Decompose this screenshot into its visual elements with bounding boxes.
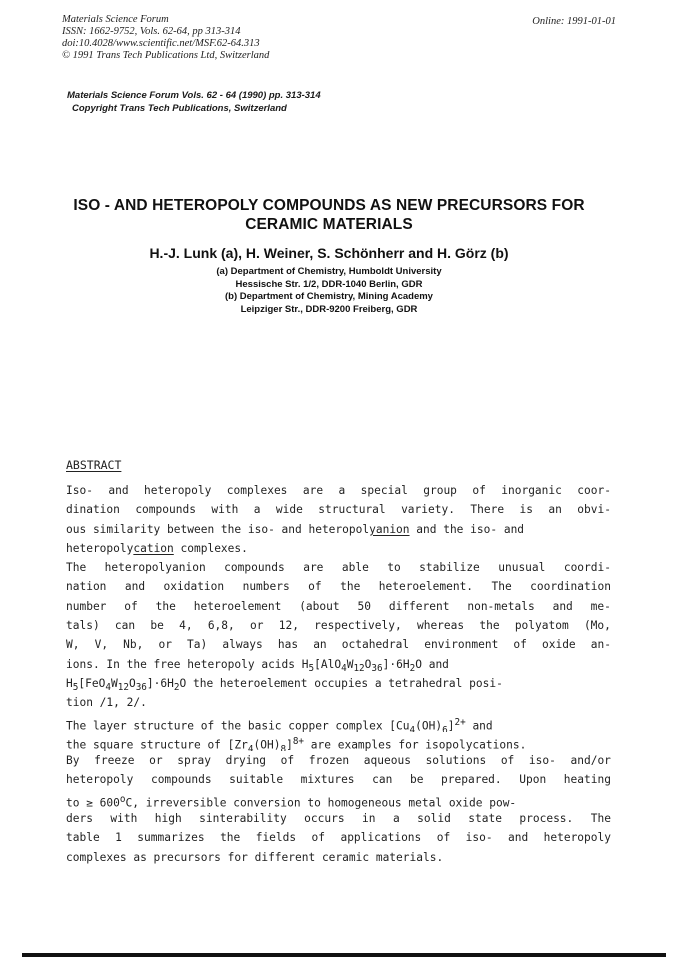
word: can (114, 619, 136, 633)
word: non-metals (467, 599, 535, 613)
subscript: 36 (371, 662, 383, 674)
word: with (110, 812, 138, 826)
abstract-line (66, 828, 611, 847)
text-run: ions. In the free heteropoly acids H (66, 657, 309, 671)
word: prepared. (441, 773, 502, 787)
word: the (155, 599, 176, 613)
text-run: W (110, 676, 118, 690)
word: ders (66, 812, 93, 826)
word: obvi- (577, 503, 611, 517)
word: are (302, 484, 324, 497)
abstract-line (66, 616, 611, 635)
word: table (66, 831, 100, 845)
word: unusual (498, 561, 546, 575)
text-run: and the iso- and (409, 522, 525, 536)
word: suitable (229, 773, 284, 787)
abstract-heading: ABSTRACT (66, 458, 122, 472)
word: 12, (278, 619, 299, 633)
text-run: H (66, 676, 73, 690)
word: and/or (570, 754, 611, 768)
word: be (150, 619, 164, 633)
word: coor- (577, 484, 611, 497)
word: compounds (224, 561, 285, 575)
word: always (222, 638, 263, 652)
online-citation-header (62, 14, 269, 62)
word: of (500, 754, 515, 768)
abstract-line (66, 790, 611, 809)
word: high (154, 812, 182, 826)
subscript: 4 (341, 662, 347, 674)
word: different (388, 599, 450, 613)
text-run: to ≥ 600 (66, 796, 120, 810)
word: (Mo, (583, 619, 611, 633)
word: environment (424, 638, 499, 652)
word: process. (519, 812, 574, 826)
text-run: The layer structure of the basic copper complex [Cu (66, 719, 410, 732)
text-run: the square structure of [Zr (66, 738, 248, 752)
superscript: 8+ (292, 735, 305, 747)
word: heating (563, 773, 611, 787)
word: in (362, 812, 376, 826)
print-citation-copyright: Copyright Trans Tech Publications, Switzerland (72, 103, 287, 114)
subscript: 5 (308, 662, 315, 674)
text-run: [AlO (314, 657, 342, 671)
word: with (211, 503, 239, 517)
word: and (124, 580, 146, 594)
word: octahedral (341, 638, 410, 652)
word: numbers (242, 580, 290, 594)
word: nation (66, 580, 107, 594)
text-run: [FeO (78, 676, 106, 690)
word: compounds (150, 773, 212, 787)
word: iso- (528, 754, 556, 768)
abstract-line (66, 558, 611, 577)
word: a (338, 484, 346, 497)
text-run: (OH) (253, 738, 281, 752)
text-run: C, irreversible conversion to homogeneous metal oxide pow- (125, 796, 517, 810)
underlined-anion: yanion (369, 522, 410, 536)
word: group (423, 484, 457, 497)
word: oxidation (163, 580, 225, 594)
text-run: heteropoly (66, 541, 134, 555)
word: is (519, 503, 533, 517)
word: heteropoly (543, 831, 611, 845)
word: 6,8, (207, 619, 235, 633)
text-run: O and (415, 657, 449, 671)
text-run: are examples for isopolycations. (304, 738, 527, 752)
word: of (513, 638, 527, 652)
word: a (392, 812, 400, 826)
word: drying (225, 754, 266, 768)
superscript: 2+ (454, 716, 466, 728)
word: Upon (519, 773, 547, 787)
subscript: 2 (409, 662, 416, 674)
word: Ta) (187, 638, 208, 652)
abstract-line (66, 655, 611, 674)
underlined-cation: cation (133, 541, 174, 555)
word: stabilize (419, 561, 480, 575)
word: freeze (94, 754, 135, 768)
abstract-line (66, 481, 611, 500)
word: W, (66, 638, 80, 652)
word: oxide (541, 638, 576, 652)
text-run: ]·6H (146, 676, 174, 690)
abstract-line (66, 809, 611, 828)
text-run: complexes. (173, 541, 248, 555)
word: The (66, 561, 87, 575)
word: complexes (226, 484, 288, 497)
subscript: 4 (247, 743, 254, 752)
affiliation-a: (a) Department of Chemistry, Humboldt University (216, 266, 442, 277)
word: fields (255, 831, 297, 845)
copyright-line: © 1991 Trans Tech Publications Ltd, Switzerland (62, 50, 270, 61)
word: number (66, 599, 107, 613)
word: state (468, 812, 502, 826)
print-citation-volume: Materials Science Forum Vols. 62 - 64 (1990) pp. 313-314 (67, 90, 321, 101)
affiliations (40, 266, 618, 316)
word: By (66, 754, 80, 768)
subscript: 12 (117, 682, 129, 694)
text-run: W (346, 657, 354, 671)
word: 50 (357, 599, 371, 613)
text-run: O (364, 657, 372, 671)
word: heteroelement (193, 599, 282, 613)
word: wide (275, 503, 303, 517)
abstract-line (66, 635, 611, 654)
abstract-line (66, 597, 611, 616)
word: structural (318, 503, 386, 517)
word: be (409, 773, 424, 787)
word: of (311, 831, 326, 845)
word: whereas (416, 619, 465, 633)
abstract-line (66, 500, 611, 519)
word: aqueous (363, 754, 411, 768)
word: inorganic (501, 484, 562, 497)
word: V, (94, 638, 109, 652)
abstract-line (66, 577, 611, 596)
word: heteropolyanion (104, 561, 206, 575)
word: has (277, 638, 299, 652)
issn-line: ISSN: 1662-9752, Vols. 62-64, pp 313-314 (62, 26, 241, 37)
word: Nb, (123, 638, 144, 652)
abstract-line (66, 770, 611, 789)
subscript: 2 (173, 682, 180, 694)
abstract-line (66, 713, 611, 732)
word: occurs (304, 812, 345, 826)
text-run: ] (286, 738, 293, 752)
print-citation (67, 89, 321, 115)
word: The (590, 812, 611, 826)
abstract-line (66, 732, 611, 751)
text-run: O the heteroelement occupies a tetrahedral posi- (179, 676, 503, 690)
journal-name: Materials Science Forum (62, 14, 169, 25)
word: Iso- (66, 484, 93, 497)
word: and (507, 831, 529, 845)
word: special (360, 484, 408, 497)
word: respectively, (314, 619, 402, 633)
word: and (108, 484, 129, 497)
abstract-line: complexes as precursors for different ceramic materials. (66, 850, 444, 864)
word: can (372, 773, 393, 787)
word: solid (417, 812, 451, 826)
word: heteropoly (144, 484, 212, 497)
word: mixtures (300, 773, 355, 787)
text-run: ous similarity between the iso- and heteropol (66, 522, 370, 536)
word: dination (66, 503, 120, 517)
word: me- (590, 599, 611, 613)
word: spray (177, 754, 211, 768)
word: a (253, 503, 261, 517)
author-list: H.-J. Lunk (a), H. Weiner, S. Schönherr and H. Görz (b) (149, 245, 509, 261)
word: summarizes (137, 831, 205, 845)
word: (about (299, 599, 340, 613)
word: or (250, 619, 264, 633)
abstract-line (66, 751, 611, 770)
superscript: o (119, 793, 126, 805)
bottom-rule (22, 953, 666, 957)
abstract-body (66, 481, 611, 867)
title-line-1: ISO - AND HETEROPOLY COMPOUNDS AS NEW PRECURSORS FOR (73, 197, 585, 214)
word: coordi- (563, 561, 611, 575)
word: able (341, 561, 369, 575)
word: 4, (179, 619, 193, 633)
word: of (124, 599, 138, 613)
affiliation-a-address: Hessische Str. 1/2, DDR-1040 Berlin, GDR (235, 278, 423, 290)
abstract-line (66, 520, 611, 539)
word: of (308, 580, 322, 594)
abstract-line (66, 674, 611, 693)
word: frozen (308, 754, 350, 768)
title-line-2: CERAMIC MATERIALS (245, 216, 413, 233)
word: tals) (66, 619, 100, 633)
affiliation-b: (b) Department of Chemistry, Mining Academy (225, 291, 433, 302)
word: an (313, 638, 327, 652)
word: The (491, 580, 512, 594)
text-run: and (465, 719, 493, 732)
text-run: (OH) (415, 719, 443, 732)
text-run: O (128, 676, 136, 690)
word: solutions (425, 754, 487, 768)
word: There (470, 503, 505, 517)
word: to (387, 561, 401, 575)
word: are (303, 561, 324, 575)
word: of (436, 831, 451, 845)
online-date: Online: 1991-01-01 (532, 16, 616, 27)
subscript: 6 (442, 724, 448, 732)
word: sinterability (199, 812, 287, 826)
word: 1 (115, 831, 122, 845)
word: compounds (135, 503, 196, 517)
word: heteroelement. (378, 580, 474, 594)
word: and (552, 599, 573, 613)
word: the (220, 831, 241, 845)
abstract-line: tion /1, 2/. (66, 696, 147, 710)
word: polyatom (514, 619, 569, 633)
paper-title (40, 196, 618, 234)
subscript: 8 (280, 743, 287, 752)
text-run: ] (447, 719, 455, 732)
word: of (280, 754, 295, 768)
subscript: 12 (353, 662, 365, 674)
subscript: 4 (105, 682, 111, 694)
word: the (479, 619, 500, 633)
word: heteropoly (66, 773, 134, 787)
word: or (158, 638, 172, 652)
word: an (548, 503, 562, 517)
text-run: ]·6H (382, 657, 410, 671)
word: an- (590, 638, 611, 652)
word: of (472, 484, 486, 497)
abstract-line (66, 539, 611, 558)
subscript: 4 (409, 724, 416, 732)
word: applications (340, 831, 422, 845)
word: or (149, 754, 163, 768)
subscript: 36 (135, 682, 147, 694)
subscript: 5 (72, 682, 79, 694)
word: the (340, 580, 361, 594)
word: variety. (401, 503, 455, 517)
word: iso- (465, 831, 493, 845)
affiliation-b-address: Leipziger Str., DDR-9200 Freiberg, GDR (240, 303, 418, 315)
doi-line: doi:10.4028/www.scientific.net/MSF.62-64.313 (62, 38, 260, 49)
word: coordination (530, 580, 611, 594)
